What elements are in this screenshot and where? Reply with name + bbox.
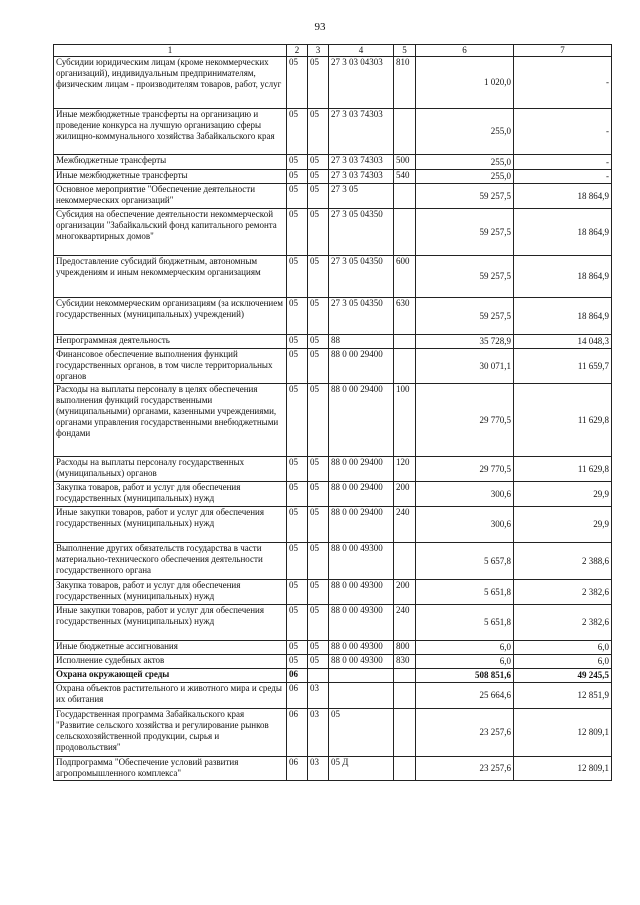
header-col-1: 1 [54, 45, 287, 57]
header-col-3: 3 [308, 45, 329, 57]
table-row [54, 580, 612, 605]
row-expense-type: 810 [394, 57, 416, 109]
row-name: Подпрограмма "Обеспечение условий развития агропромышленного комплекса" [54, 757, 287, 781]
row-amount-1: 23 257,6 [416, 709, 514, 757]
row-name: Государственная программа Забайкальского края "Развитие сельского хозяйства и регулирование рынков сельскохозяйственной продукции, сырья и продовольствия" [54, 709, 287, 757]
row-expense-type [394, 709, 416, 757]
row-subsection: 05 [308, 170, 329, 184]
row-target-article: 88 0 00 29400 [329, 349, 394, 384]
row-amount-1: 255,0 [416, 155, 514, 170]
row-section: 05 [287, 184, 308, 209]
row-amount-1: 5 651,8 [416, 605, 514, 641]
row-target-article: 27 3 03 04303 [329, 57, 394, 109]
table-row [54, 384, 612, 457]
row-amount-2: 12 851,9 [514, 683, 612, 709]
row-section: 05 [287, 109, 308, 155]
table-row [54, 543, 612, 580]
row-name: Иные закупки товаров, работ и услуг для обеспечения государственных (муниципальных) нужд [54, 507, 287, 543]
row-amount-2: 18 864,9 [514, 298, 612, 335]
row-target-article: 88 0 00 29400 [329, 457, 394, 482]
row-section: 05 [287, 335, 308, 349]
row-name: Субсидии некоммерческим организациям (за исключением государственных (муниципальных) учреждений) [54, 298, 287, 335]
row-section: 05 [287, 298, 308, 335]
row-amount-1: 6,0 [416, 655, 514, 669]
row-target-article: 27 3 05 [329, 184, 394, 209]
row-expense-type: 540 [394, 170, 416, 184]
budget-table [53, 44, 612, 781]
row-subsection: 05 [308, 543, 329, 580]
row-section: 06 [287, 709, 308, 757]
row-amount-1: 6,0 [416, 641, 514, 655]
row-name: Охрана окружающей среды [54, 669, 287, 683]
table-row [54, 507, 612, 543]
row-name: Иные межбюджетные трансферты [54, 170, 287, 184]
row-section: 05 [287, 482, 308, 507]
row-amount-2: 11 659,7 [514, 349, 612, 384]
row-target-article: 27 3 03 74303 [329, 155, 394, 170]
row-subsection: 05 [308, 109, 329, 155]
row-amount-2: 18 864,9 [514, 184, 612, 209]
row-name: Исполнение судебных актов [54, 655, 287, 669]
row-target-article: 27 3 05 04350 [329, 209, 394, 256]
row-section: 05 [287, 155, 308, 170]
row-section: 05 [287, 209, 308, 256]
row-amount-1: 23 257,6 [416, 757, 514, 781]
row-section: 05 [287, 256, 308, 298]
row-expense-type [394, 683, 416, 709]
row-amount-1: 59 257,5 [416, 298, 514, 335]
row-section: 05 [287, 641, 308, 655]
row-name: Выполнение других обязательств государства в части материально-технического обеспечения деятельности государственного органа [54, 543, 287, 580]
row-target-article: 88 0 00 49300 [329, 641, 394, 655]
row-name: Закупка товаров, работ и услуг для обеспечения государственных (муниципальных) нужд [54, 580, 287, 605]
row-amount-1: 5 651,8 [416, 580, 514, 605]
row-expense-type [394, 757, 416, 781]
row-expense-type: 120 [394, 457, 416, 482]
row-amount-1: 255,0 [416, 170, 514, 184]
row-target-article: 88 0 00 29400 [329, 384, 394, 457]
row-name: Охрана объектов растительного и животного мира и среды их обитания [54, 683, 287, 709]
row-name: Межбюджетные трансферты [54, 155, 287, 170]
row-amount-2: - [514, 155, 612, 170]
row-subsection: 05 [308, 335, 329, 349]
header-col-4: 4 [329, 45, 394, 57]
row-amount-2: 2 382,6 [514, 605, 612, 641]
row-subsection: 05 [308, 482, 329, 507]
header-col-2: 2 [287, 45, 308, 57]
row-target-article: 27 3 03 74303 [329, 109, 394, 155]
table-row [54, 683, 612, 709]
header-row [54, 45, 612, 57]
row-amount-1: 300,6 [416, 482, 514, 507]
page-number: 93 [314, 21, 326, 33]
header-col-7: 7 [514, 45, 612, 57]
row-section: 05 [287, 580, 308, 605]
row-expense-type: 830 [394, 655, 416, 669]
row-subsection: 05 [308, 155, 329, 170]
row-amount-2: 2 388,6 [514, 543, 612, 580]
row-name: Расходы на выплаты персоналу государственных (муниципальных) органов [54, 457, 287, 482]
row-expense-type: 200 [394, 482, 416, 507]
row-section: 06 [287, 683, 308, 709]
row-expense-type: 800 [394, 641, 416, 655]
table-row [54, 109, 612, 155]
row-amount-2: 12 809,1 [514, 757, 612, 781]
row-subsection: 05 [308, 57, 329, 109]
table-row [54, 298, 612, 335]
row-section: 05 [287, 543, 308, 580]
row-section: 05 [287, 605, 308, 641]
row-expense-type [394, 209, 416, 256]
table-row [54, 605, 612, 641]
table-row [54, 669, 612, 683]
row-expense-type: 600 [394, 256, 416, 298]
row-target-article: 88 0 00 49300 [329, 655, 394, 669]
header-col-5: 5 [394, 45, 416, 57]
row-amount-2: 18 864,9 [514, 256, 612, 298]
row-target-article [329, 669, 394, 683]
row-expense-type [394, 669, 416, 683]
row-name: Иные закупки товаров, работ и услуг для обеспечения государственных (муниципальных) нужд [54, 605, 287, 641]
row-section: 06 [287, 757, 308, 781]
row-subsection: 05 [308, 580, 329, 605]
row-amount-2: 18 864,9 [514, 209, 612, 256]
table-row [54, 641, 612, 655]
row-expense-type: 500 [394, 155, 416, 170]
row-section: 05 [287, 384, 308, 457]
row-subsection: 05 [308, 298, 329, 335]
row-name: Предоставление субсидий бюджетным, автономным учреждениям и иным некоммерческим организациям [54, 256, 287, 298]
row-amount-1: 255,0 [416, 109, 514, 155]
row-section: 05 [287, 170, 308, 184]
row-subsection: 03 [308, 683, 329, 709]
table-row [54, 209, 612, 256]
row-amount-2: 14 048,3 [514, 335, 612, 349]
row-amount-1: 1 020,0 [416, 57, 514, 109]
row-subsection: 03 [308, 757, 329, 781]
row-amount-2: 6,0 [514, 641, 612, 655]
row-subsection: 03 [308, 709, 329, 757]
row-amount-2: 11 629,8 [514, 384, 612, 457]
row-name: Иные бюджетные ассигнования [54, 641, 287, 655]
row-expense-type: 100 [394, 384, 416, 457]
row-section: 05 [287, 655, 308, 669]
row-target-article: 88 0 00 29400 [329, 507, 394, 543]
row-amount-1: 30 071,1 [416, 349, 514, 384]
row-amount-2: 29,9 [514, 482, 612, 507]
row-name: Субсидия на обеспечение деятельности некоммерческой организации "Забайкальский фонд капитального ремонта многоквартирных домов" [54, 209, 287, 256]
row-amount-2: - [514, 109, 612, 155]
row-target-article: 88 0 00 49300 [329, 543, 394, 580]
row-expense-type [394, 109, 416, 155]
row-section: 05 [287, 57, 308, 109]
row-amount-2: - [514, 170, 612, 184]
row-section: 05 [287, 349, 308, 384]
table-row [54, 184, 612, 209]
row-target-article: 05 Д [329, 757, 394, 781]
row-expense-type: 240 [394, 507, 416, 543]
row-expense-type: 200 [394, 580, 416, 605]
table-row [54, 155, 612, 170]
row-amount-1: 59 257,5 [416, 256, 514, 298]
row-name: Непрограммная деятельность [54, 335, 287, 349]
row-expense-type [394, 184, 416, 209]
row-subsection: 05 [308, 209, 329, 256]
row-subsection: 05 [308, 349, 329, 384]
row-amount-2: 6,0 [514, 655, 612, 669]
row-name: Закупка товаров, работ и услуг для обеспечения государственных (муниципальных) нужд [54, 482, 287, 507]
table-row [54, 655, 612, 669]
row-section: 05 [287, 457, 308, 482]
row-amount-2: - [514, 57, 612, 109]
row-subsection [308, 669, 329, 683]
row-target-article: 27 3 05 04350 [329, 298, 394, 335]
row-subsection: 05 [308, 256, 329, 298]
row-name: Основное мероприятие "Обеспечение деятельности некоммерческих организаций" [54, 184, 287, 209]
row-section: 06 [287, 669, 308, 683]
row-subsection: 05 [308, 184, 329, 209]
table-row [54, 57, 612, 109]
row-subsection: 05 [308, 605, 329, 641]
row-amount-1: 35 728,9 [416, 335, 514, 349]
table-row [54, 170, 612, 184]
row-target-article: 05 [329, 709, 394, 757]
row-expense-type: 630 [394, 298, 416, 335]
row-amount-1: 29 770,5 [416, 384, 514, 457]
row-expense-type: 240 [394, 605, 416, 641]
row-target-article [329, 683, 394, 709]
row-amount-1: 5 657,8 [416, 543, 514, 580]
row-target-article: 88 0 00 49300 [329, 605, 394, 641]
row-amount-1: 59 257,5 [416, 209, 514, 256]
row-subsection: 05 [308, 457, 329, 482]
row-amount-1: 508 851,6 [416, 669, 514, 683]
row-name: Иные межбюджетные трансферты на организацию и проведение конкурса на лучшую организацию сферы жилищно-коммунального хозяйства Забайкальского края [54, 109, 287, 155]
row-subsection: 05 [308, 507, 329, 543]
row-amount-1: 25 664,6 [416, 683, 514, 709]
row-subsection: 05 [308, 384, 329, 457]
row-amount-1: 59 257,5 [416, 184, 514, 209]
row-name: Расходы на выплаты персоналу в целях обеспечения выполнения функций государственными (муниципальными) органами, казенными учреждениями, органами управления государственными внебюджетными фондами [54, 384, 287, 457]
row-expense-type [394, 335, 416, 349]
row-amount-1: 29 770,5 [416, 457, 514, 482]
row-target-article: 88 0 00 49300 [329, 580, 394, 605]
row-section: 05 [287, 507, 308, 543]
row-amount-2: 49 245,5 [514, 669, 612, 683]
table-row [54, 482, 612, 507]
row-target-article: 88 [329, 335, 394, 349]
row-amount-1: 300,6 [416, 507, 514, 543]
row-amount-2: 11 629,8 [514, 457, 612, 482]
table-row [54, 457, 612, 482]
row-name: Субсидии юридическим лицам (кроме некоммерческих организаций), индивидуальным предпринимателям, физическим лицам - производителям товаров, работ, услуг [54, 57, 287, 109]
table-body [54, 57, 612, 781]
row-subsection: 05 [308, 641, 329, 655]
row-target-article: 88 0 00 29400 [329, 482, 394, 507]
row-amount-2: 2 382,6 [514, 580, 612, 605]
table-row [54, 335, 612, 349]
row-expense-type [394, 543, 416, 580]
table-row [54, 757, 612, 781]
row-subsection: 05 [308, 655, 329, 669]
row-amount-2: 12 809,1 [514, 709, 612, 757]
row-expense-type [394, 349, 416, 384]
table-row [54, 709, 612, 757]
table-row [54, 256, 612, 298]
row-target-article: 27 3 03 74303 [329, 170, 394, 184]
row-name: Финансовое обеспечение выполнения функций государственных органов, в том числе территориальных органов [54, 349, 287, 384]
table-row [54, 349, 612, 384]
row-target-article: 27 3 05 04350 [329, 256, 394, 298]
row-amount-2: 29,9 [514, 507, 612, 543]
header-col-6: 6 [416, 45, 514, 57]
